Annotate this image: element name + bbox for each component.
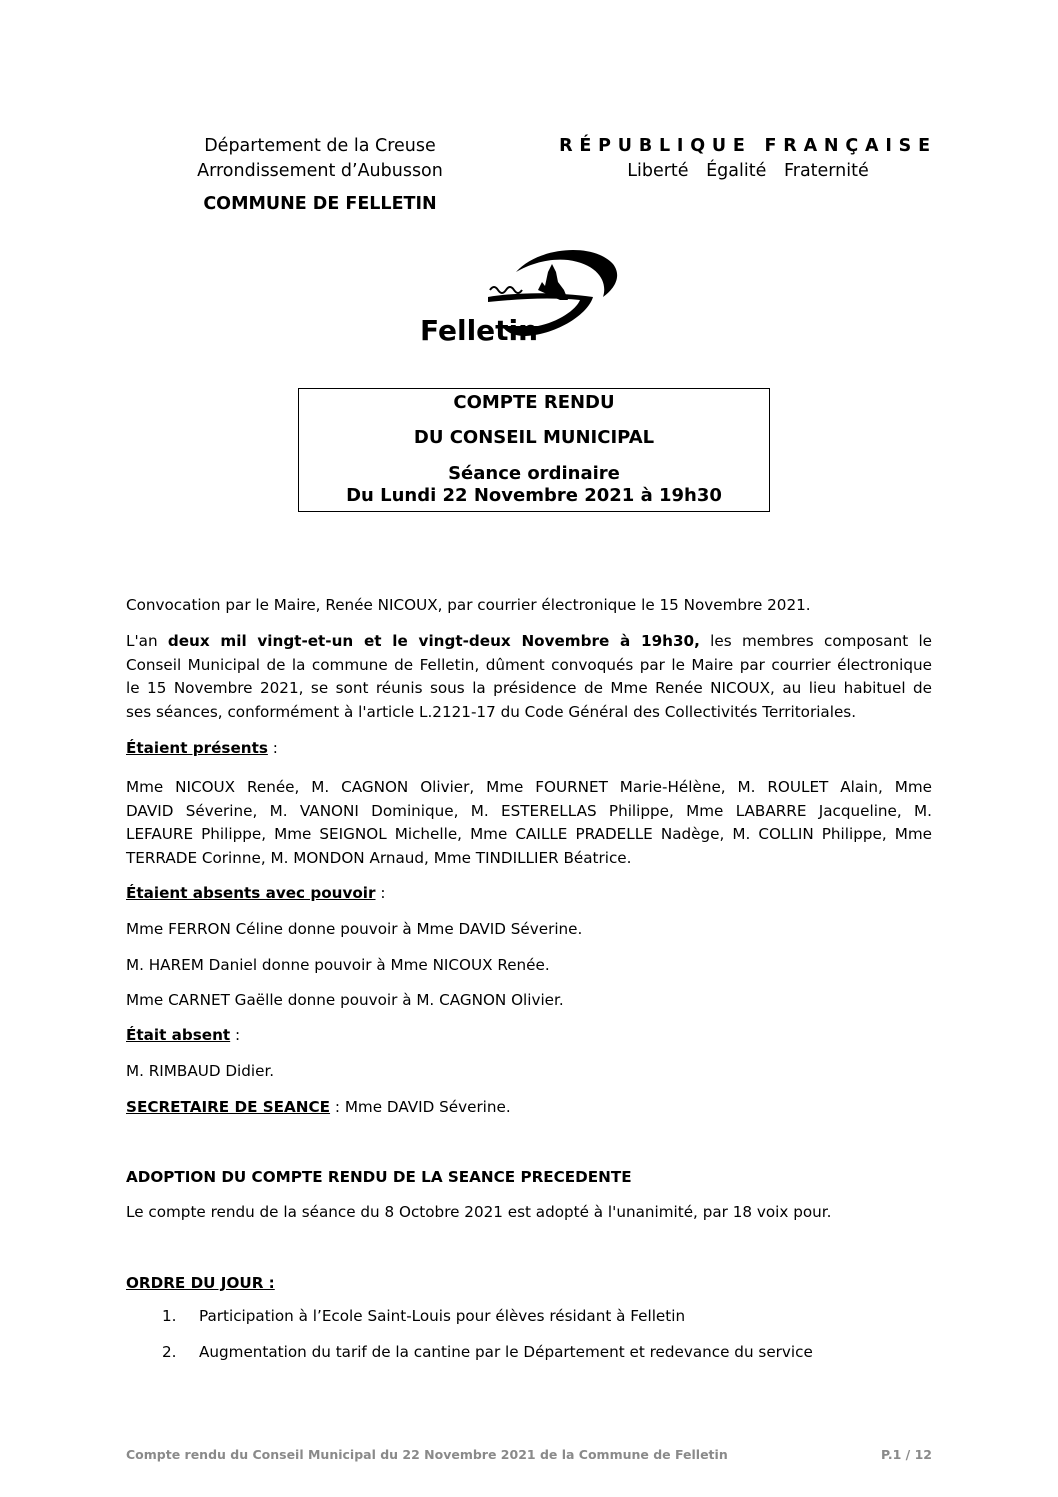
present-label: Étaient présents [126, 739, 268, 757]
logo-text: Felletin [420, 314, 539, 347]
header-right [548, 134, 948, 184]
motto-fraternite: Fraternité [783, 161, 869, 181]
motto-liberte: Liberté [627, 161, 689, 181]
felletin-logo-graphic [418, 242, 638, 352]
absent-heading [126, 1024, 932, 1048]
title-line-4: Du Lundi 22 Novembre 2021 à 19h30 [346, 485, 722, 506]
agenda-item-text: Participation à l’Ecole Saint-Louis pour élèves résidant à Felletin [199, 1307, 686, 1325]
title-line-1: COMPTE RENDU [453, 392, 615, 413]
present-line-1: Mme NICOUX Renée, M. CAGNON Olivier, Mme FOURNET Marie-Hélène, M. ROULET Alain, Mme [126, 778, 932, 796]
proxy-3: Mme CARNET Gaëlle donne pouvoir à M. CAGNON Olivier. [126, 991, 564, 1009]
commune-name: COMMUNE DE FELLETIN [203, 194, 437, 214]
present-line-2: DAVID Séverine, M. VANONI Dominique, M. ESTERELLAS Philippe, Mme LABARRE Jacqueline, M. [126, 801, 932, 820]
republic-title: RÉPUBLIQUE FRANÇAISE [559, 136, 937, 156]
absent-label: Était absent [126, 1026, 231, 1044]
footer-title: Compte rendu du Conseil Municipal du 22 Novembre 2021 de la Commune de Felletin [126, 1447, 728, 1462]
intro-date-bold: deux mil vingt-et-un et le vingt-deux Novembre à 19h30, [167, 632, 700, 650]
secretary-label: SECRETAIRE DE SEANCE [126, 1098, 331, 1116]
department: Département de la Creuse [204, 136, 436, 156]
secretary-line [126, 1096, 932, 1120]
motto-egalite: Égalité [706, 161, 767, 181]
present-line-3: LEFAURE Philippe, Mme SEIGNOL Michelle, Mme CAILLE PRADELLE Nadège, M. COLLIN Philippe, Mme [126, 825, 932, 843]
intro-line-1 [126, 630, 932, 654]
agenda-title: ORDRE DU JOUR : [126, 1274, 275, 1292]
motto [548, 159, 948, 184]
title-line-3: Séance ordinaire [448, 463, 620, 484]
agenda-item [162, 1343, 813, 1361]
intro-paragraph [126, 630, 932, 724]
convocation-text: Convocation par le Maire, Renée NICOUX, par courrier électronique le 15 Novembre 2021. [126, 596, 811, 614]
agenda-item [162, 1307, 685, 1325]
proxy-1: Mme FERRON Céline donne pouvoir à Mme DAVID Séverine. [126, 920, 583, 938]
absent-proxy-heading [126, 882, 932, 906]
intro-line-4: ses séances, conformément à l'article L.2121-17 du Code Général des Collectivités Territoriales. [126, 702, 857, 721]
felletin-logo [418, 242, 638, 352]
secretary-name: : Mme DAVID Séverine. [330, 1098, 511, 1116]
absent-proxy-label: Étaient absents avec pouvoir [126, 884, 376, 902]
present-line-4: TERRADE Corinne, M. MONDON Arnaud, Mme TINDILLIER Béatrice. [126, 848, 632, 867]
intro-line-1-rest: les membres composant le [699, 632, 933, 650]
intro-start: L'an [126, 632, 168, 650]
absent-name: M. RIMBAUD Didier. [126, 1062, 275, 1080]
agenda-item-number: 1. [162, 1307, 177, 1325]
arrondissement: Arrondissement d’Aubusson [197, 161, 443, 181]
title-box [298, 388, 770, 512]
title-line-2: DU CONSEIL MUNICIPAL [413, 427, 655, 448]
adoption-text: Le compte rendu de la séance du 8 Octobre 2021 est adopté à l'unanimité, par 18 voix pour. [126, 1203, 832, 1221]
page-number: P.1 / 12 [881, 1447, 932, 1462]
adoption-title: ADOPTION DU COMPTE RENDU DE LA SEANCE PRECEDENTE [126, 1168, 632, 1186]
agenda-item-text: Augmentation du tarif de la cantine par le Département et redevance du service [199, 1343, 813, 1361]
present-colon: : [267, 739, 278, 757]
absent-proxy-colon: : [375, 884, 386, 902]
agenda-item-number: 2. [162, 1343, 177, 1361]
header-left [150, 134, 490, 217]
proxy-2: M. HAREM Daniel donne pouvoir à Mme NICOUX Renée. [126, 956, 550, 974]
intro-line-3: le 15 Novembre 2021, se sont réunis sous la présidence de Mme Renée NICOUX, au lieu habituel de [126, 679, 932, 697]
intro-line-2: Conseil Municipal de la commune de Felletin, dûment convoqués par le Maire par courrier électronique [126, 655, 932, 674]
absent-colon: : [230, 1026, 241, 1044]
present-heading [126, 737, 932, 761]
present-list [126, 776, 932, 870]
